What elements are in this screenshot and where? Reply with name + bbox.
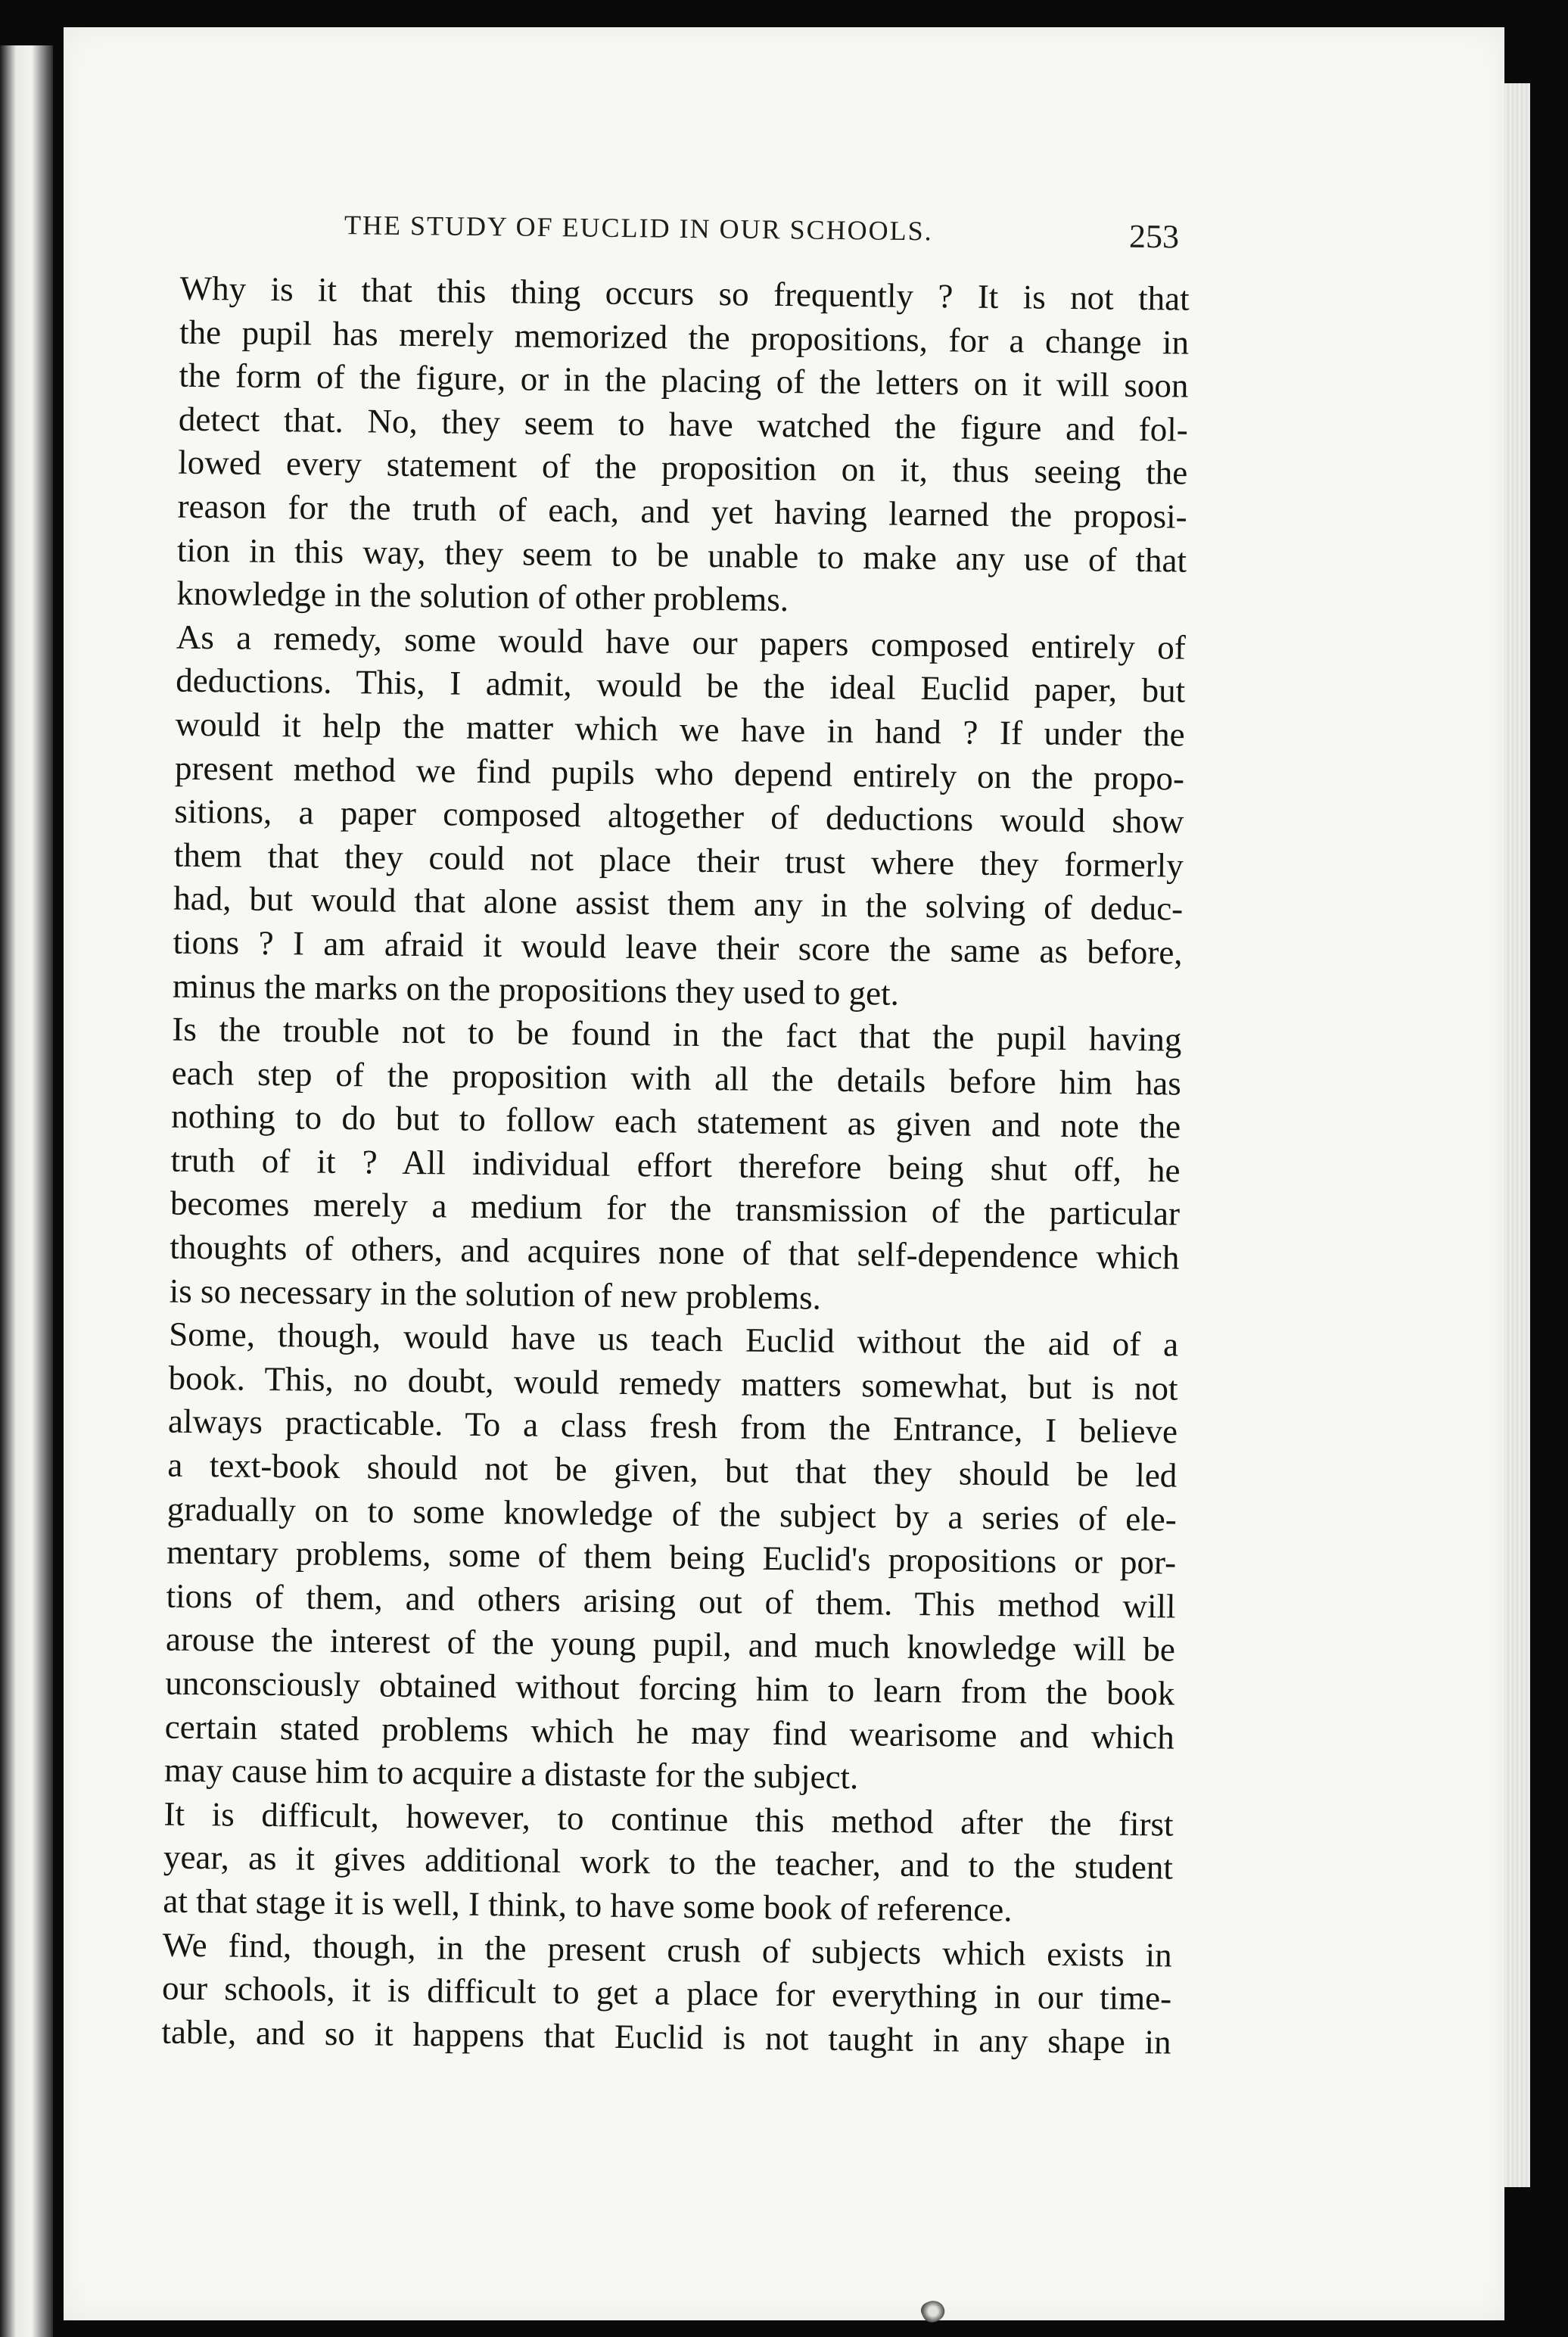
text-line: always practicable. To a class fresh from the Entrance, I believe — [167, 1402, 1178, 1452]
page-number: 253 — [1128, 217, 1180, 256]
text-line: sitions, a paper composed altogether of deductions would show — [174, 792, 1184, 841]
text-line: minus the marks on the propositions they used to get. — [172, 966, 900, 1013]
text-line: detect that. No, they seem to have watched the figure and fol- — [178, 400, 1189, 449]
text-line: gradually on to some knowledge of the subject by a series of ele- — [166, 1489, 1178, 1539]
paragraph — [126, 266, 1190, 626]
text-line: As a remedy, some would have our papers composed entirely of — [176, 618, 1187, 667]
text-line: year, as it gives additional work to the teacher, and to the student — [163, 1838, 1174, 1887]
adjacent-page-edge — [0, 45, 53, 2337]
text-line: had, but would that alone assist them any in the solving of deduc- — [173, 879, 1184, 928]
text-line: tions ? I am afraid it would leave their score the same as before, — [173, 923, 1183, 972]
text-line: deductions. This, I admit, would be the ideal Euclid paper, but — [176, 661, 1186, 710]
text-line: present method we find pupils who depend entirely on the propo- — [174, 748, 1185, 798]
text-line: a text-book should not be given, but that they should be led — [167, 1445, 1178, 1495]
running-title: THE STUDY OF EUCLID IN OUR SCHOOLS. — [344, 210, 933, 247]
text-line: mentary problems, some of them being Euclid's propositions or por- — [166, 1533, 1177, 1582]
text-line: arouse the interest of the young pupil, and much knowledge will be — [165, 1620, 1176, 1669]
text-line: the form of the figure, or in the placing of the letters on it will soon — [179, 356, 1189, 405]
text-line: the pupil has merely memorized the propositions, for a change in — [179, 313, 1190, 362]
text-line: book. This, no doubt, would remedy matters somewhat, but is not — [168, 1358, 1178, 1408]
text-line: Why is it that this thing occurs so frequently ? It is not that — [179, 269, 1190, 318]
body-text — [111, 266, 1190, 2065]
text-line: Some, though, would have us teach Euclid without the aid of a — [168, 1315, 1179, 1364]
text-line: certain stated problems which he may find wearisome and which — [164, 1707, 1174, 1757]
text-line: our schools, it is difficult to get a place for everything in our time- — [161, 1968, 1172, 2018]
text-line: at that stage it is well, I think, to have some book of reference. — [163, 1881, 1013, 1929]
text-line: becomes merely a medium for the transmission of the particular — [170, 1184, 1181, 1234]
text-line: them that they could not place their trust where they formerly — [173, 836, 1184, 885]
text-line: is so necessary in the solution of new problems. — [169, 1271, 822, 1317]
text-line: thoughts of others, and acquires none of that self-dependence which — [170, 1228, 1180, 1277]
text-line: table, and so it happens that Euclid is not taught in any shape in — [161, 2012, 1171, 2062]
paragraph — [113, 1792, 1174, 1934]
text-line: each step of the proposition with all the details before him has — [171, 1053, 1182, 1103]
text-line: would it help the matter which we have in hand ? If under the — [175, 705, 1185, 754]
paragraph — [123, 615, 1186, 1019]
text-line: tions of them, and others arising out of them. This method will — [166, 1576, 1176, 1626]
text-line: knowledge in the solution of other problems. — [176, 574, 789, 619]
text-line: reason for the truth of each, and yet having learned the proposi- — [177, 487, 1187, 536]
paragraph — [120, 1007, 1182, 1324]
paragraph — [114, 1312, 1179, 1803]
text-line: unconsciously obtained without forcing him to learn from the book — [165, 1663, 1175, 1713]
paragraph — [111, 1922, 1172, 2064]
text-line: tion in this way, they seem to be unable to make any use of that — [176, 531, 1187, 580]
text-line: truth of it ? All individual effort therefore being shut off, he — [170, 1140, 1181, 1190]
text-line: lowed every statement of the proposition on it, thus seeing the — [178, 443, 1188, 493]
text-line: nothing to do but to follow each statement as given and note the — [170, 1097, 1181, 1146]
text-line: We find, though, in the present crush of subjects which exists in — [162, 1925, 1172, 1974]
text-line: Is the trouble not to be found in the fact that the pupil having — [172, 1010, 1182, 1059]
text-line: may cause him to acquire a distaste for the subject. — [163, 1750, 859, 1797]
text-line: It is difficult, however, to continue this method after the first — [163, 1794, 1174, 1844]
